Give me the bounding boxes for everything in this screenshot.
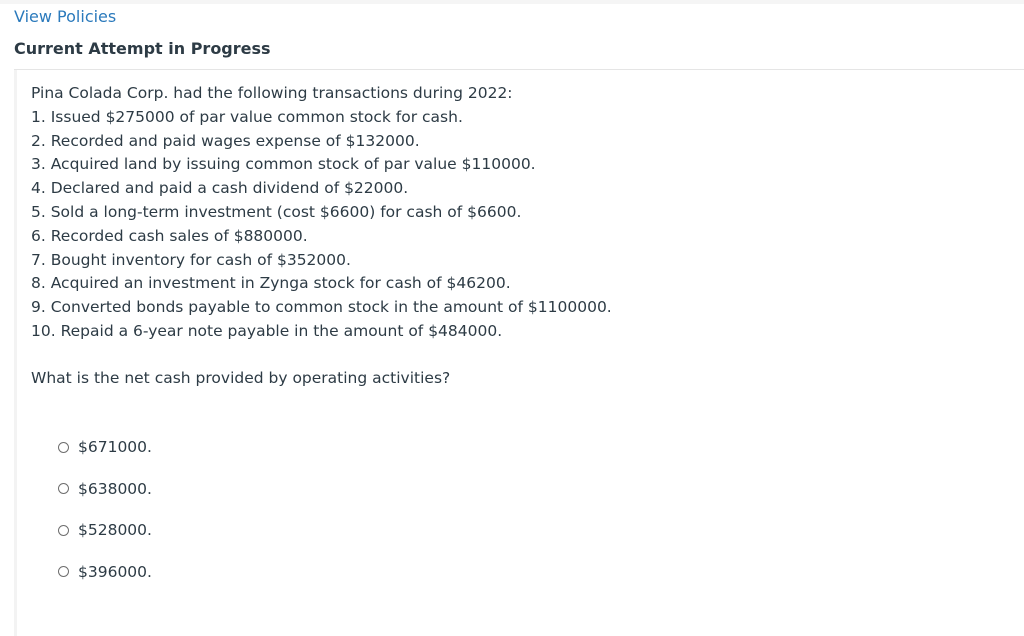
transaction-line: 2. Recorded and paid wages expense of $132000. <box>31 131 420 150</box>
answer-options <box>58 437 152 603</box>
top-strip <box>0 0 1024 4</box>
attempt-status-heading: Current Attempt in Progress <box>14 39 271 58</box>
view-policies-link[interactable]: View Policies <box>14 7 117 26</box>
transaction-line: 4. Declared and paid a cash dividend of $22000. <box>31 179 409 198</box>
radio-button-icon[interactable] <box>58 525 69 536</box>
question-text <box>31 82 612 344</box>
question-intro: Pina Colada Corp. had the following transactions during 2022: <box>31 84 513 102</box>
transaction-line: 10. Repaid a 6-year note payable in the amount of $484000. <box>31 321 503 340</box>
answer-option-d[interactable] <box>58 562 152 582</box>
answer-option-label[interactable]: $638000. <box>78 479 152 498</box>
transaction-line: 3. Acquired land by issuing common stock of par value $110000. <box>31 155 536 174</box>
answer-option-label[interactable]: $528000. <box>78 521 152 540</box>
radio-button-icon[interactable] <box>58 566 69 577</box>
answer-option-a[interactable] <box>58 437 152 457</box>
question-prompt: What is the net cash provided by operating activities? <box>31 369 451 387</box>
transaction-line: 6. Recorded cash sales of $880000. <box>31 226 308 245</box>
radio-button-icon[interactable] <box>58 442 69 453</box>
transaction-line: 7. Bought inventory for cash of $352000. <box>31 250 351 269</box>
transaction-line: 1. Issued $275000 of par value common stock for cash. <box>31 107 463 126</box>
transaction-line: 8. Acquired an investment in Zynga stock for cash of $46200. <box>31 274 511 293</box>
transaction-line: 9. Converted bonds payable to common stock in the amount of $1100000. <box>31 298 612 317</box>
transaction-line: 5. Sold a long-term investment (cost $6600) for cash of $6600. <box>31 202 522 221</box>
answer-option-label[interactable]: $396000. <box>78 562 152 581</box>
answer-option-c[interactable] <box>58 520 152 540</box>
answer-option-b[interactable] <box>58 479 152 499</box>
radio-button-icon[interactable] <box>58 483 69 494</box>
answer-option-label[interactable]: $671000. <box>78 438 152 456</box>
